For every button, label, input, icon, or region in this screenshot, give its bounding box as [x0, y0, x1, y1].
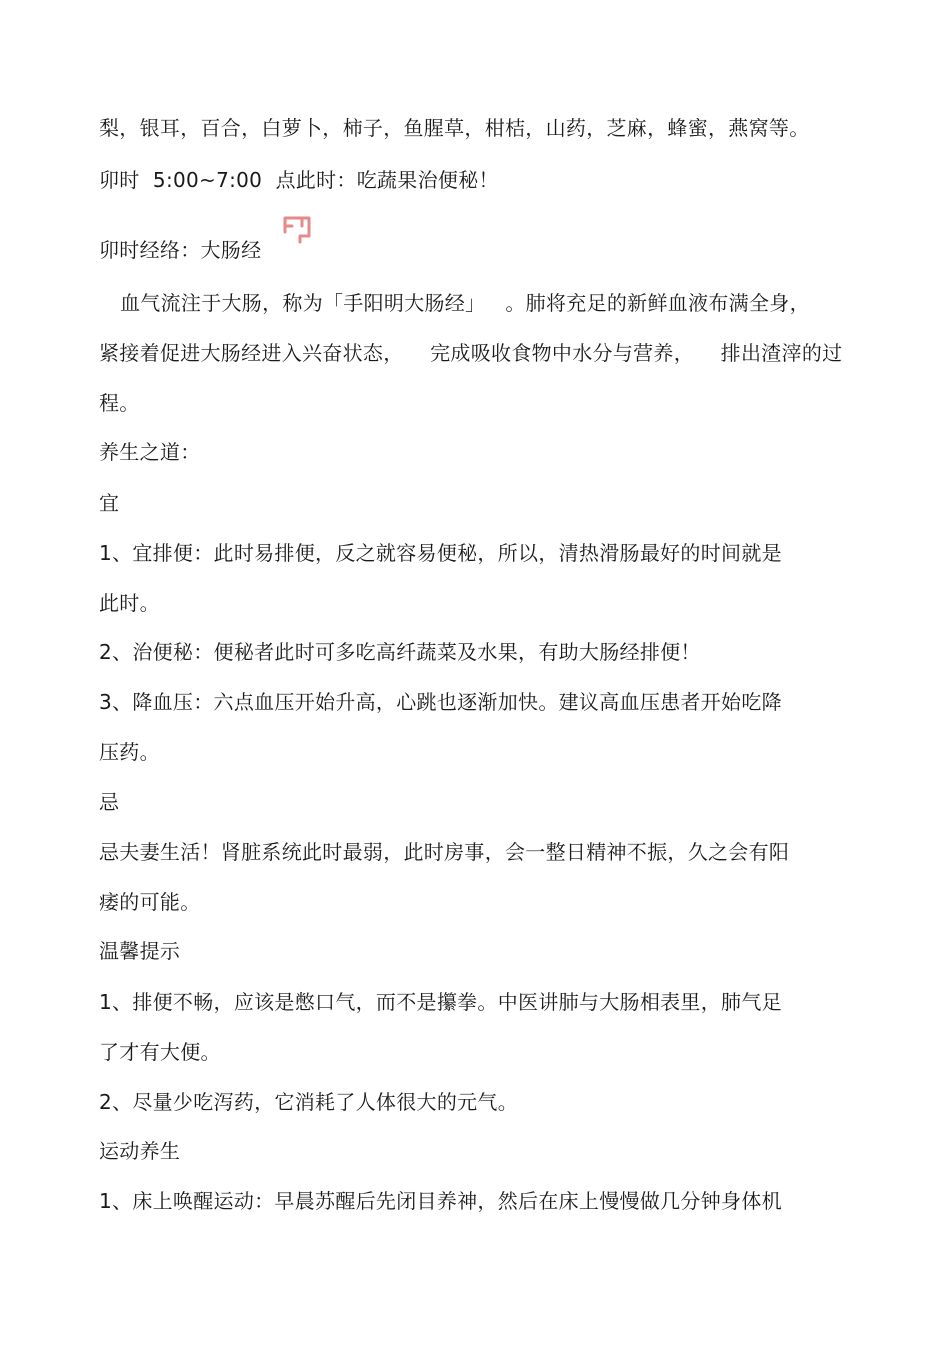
tip-item-1: 1、排便不畅，应该是憋口气，而不是攥拳。中医讲肺与大肠相表里，肺气足	[99, 990, 782, 1014]
list-item-1-cont: 此时。	[99, 591, 160, 615]
list-item-2: 2、治便秘：便秘者此时可多吃高纤蔬菜及水果，有助大肠经排便！	[99, 640, 701, 664]
text-line-meridian: 卯时经络：大肠经	[99, 238, 262, 262]
text-line-mao-time: 卯时 5:00~7:00 点此时：吃蔬果治便秘！	[99, 168, 499, 192]
text-line-absorption: 紧接着促进大肠经进入兴奋状态， 完成吸收食物中水分与营养， 排出渣滓的过	[99, 341, 843, 365]
section-heading-avoid: 忌	[99, 790, 120, 814]
text-line-blood-flow: 血气流注于大肠，称为「手阳明大肠经」 。肺将充足的新鲜血液布满全身，	[120, 291, 810, 315]
exercise-item-1: 1、床上唤醒运动：早晨苏醒后先闭目养神，然后在床上慢慢做几分钟身体机	[99, 1189, 782, 1213]
text-line-avoid-cont: 痿的可能。	[99, 890, 201, 914]
text-line-avoid: 忌夫妻生活！肾脏系统此时最弱，此时房事，会一整日精神不振，久之会有阳	[99, 840, 790, 864]
section-heading-exercise: 运动养生	[99, 1139, 181, 1163]
section-heading-health: 养生之道：	[99, 440, 201, 464]
text-line-process: 程。	[99, 391, 140, 415]
large-intestine-icon	[280, 212, 316, 248]
list-item-3: 3、降血压：六点血压开始升高，心跳也逐渐加快。建议高血压患者开始吃降	[99, 690, 782, 714]
text-line-fruits: 梨，银耳，百合，白萝卜，柿子，鱼腥草，柑桔，山药，芝麻，蜂蜜，燕窝等。	[99, 116, 810, 140]
section-heading-tips: 温馨提示	[99, 939, 181, 963]
section-heading-suitable: 宜	[99, 491, 120, 515]
tip-item-1-cont: 了才有大便。	[99, 1040, 221, 1064]
list-item-1: 1、宜排便：此时易排便，反之就容易便秘，所以，清热滑肠最好的时间就是	[99, 541, 782, 565]
tip-item-2: 2、尽量少吃泻药，它消耗了人体很大的元气。	[99, 1090, 519, 1114]
list-item-3-cont: 压药。	[99, 740, 160, 764]
